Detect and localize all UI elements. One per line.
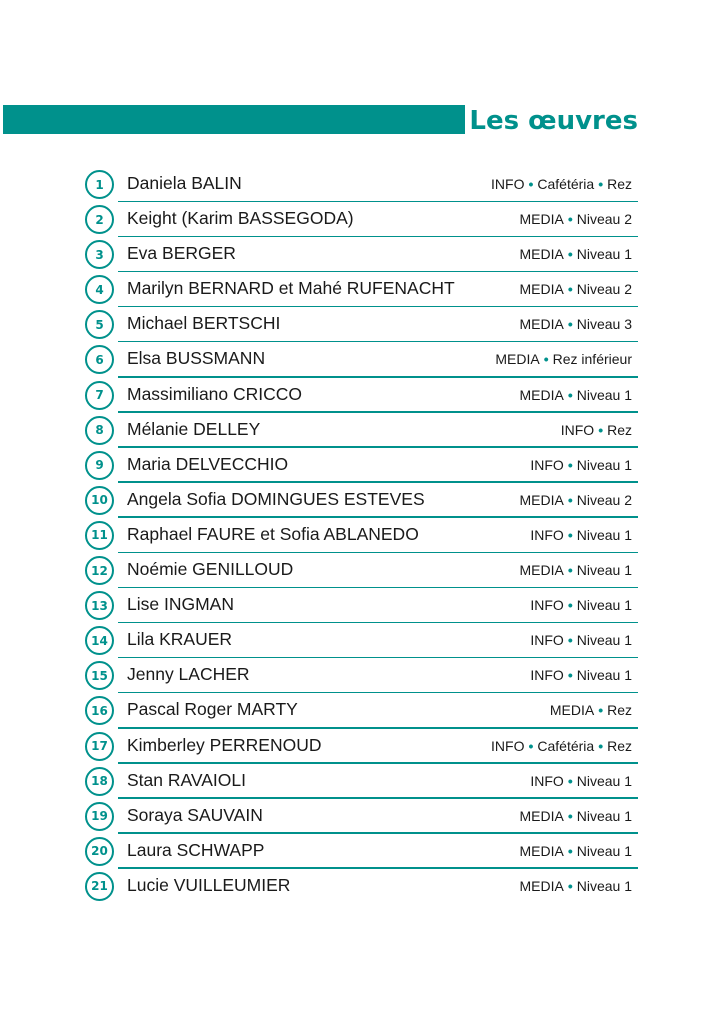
number-badge: 21 [85, 872, 114, 901]
number-badge: 20 [85, 837, 114, 866]
number-badge: 1 [85, 170, 114, 199]
location-part: Rez inférieur [552, 351, 632, 368]
list-item [85, 483, 638, 518]
location-part: MEDIA [519, 491, 564, 508]
location-part: MEDIA [519, 562, 564, 579]
artwork-location [519, 281, 632, 297]
location-part: Niveau 3 [576, 316, 632, 333]
number-badge: 11 [85, 521, 114, 550]
number-badge: 18 [85, 767, 114, 796]
artist-name: Lila KRAUER [127, 629, 233, 650]
artwork-location [530, 773, 632, 789]
list-item [85, 588, 638, 623]
list-item [85, 202, 638, 237]
artist-name: Lucie VUILLEUMIER [127, 874, 291, 895]
artist-name: Maria DELVECCHIO [127, 453, 289, 474]
list-item [85, 307, 638, 342]
list-item [85, 342, 638, 377]
artwork-location [495, 351, 632, 367]
location-part: Niveau 1 [576, 386, 632, 403]
bullet-separator: • [598, 702, 604, 719]
number-badge: 19 [85, 802, 114, 831]
location-part: Cafétéria [537, 737, 595, 754]
number-badge: 6 [85, 345, 114, 374]
list-item [85, 378, 638, 413]
number-badge: 15 [85, 661, 114, 690]
list-item [85, 272, 638, 307]
location-part: Niveau 2 [576, 211, 632, 228]
number-badge: 13 [85, 591, 114, 620]
artist-name: Soraya SAUVAIN [127, 804, 263, 825]
artwork-location [519, 878, 632, 894]
bullet-separator: • [598, 176, 604, 192]
artist-name: Marilyn BERNARD et Mahé RUFENACHT [127, 278, 455, 299]
location-part: INFO [491, 737, 525, 754]
location-part: Niveau 1 [576, 842, 632, 859]
artist-name: Elsa BUSSMANN [127, 348, 266, 369]
artist-name: Lise INGMAN [127, 594, 234, 615]
location-part: Niveau 1 [576, 807, 632, 824]
location-part: MEDIA [519, 386, 564, 403]
artwork-location [519, 211, 632, 227]
location-part: Rez [607, 702, 632, 719]
page-title: Les œuvres [469, 106, 638, 136]
number-badge: 14 [85, 626, 114, 655]
list-item [85, 237, 638, 272]
artwork-location [519, 246, 632, 262]
bullet-separator: • [528, 737, 534, 754]
artist-name: Stan RAVAIOLI [127, 769, 246, 790]
location-part: MEDIA [519, 316, 564, 333]
artwork-location [519, 387, 632, 403]
location-part: MEDIA [519, 877, 564, 894]
bullet-separator: • [598, 737, 604, 754]
artist-name: Daniela BALIN [127, 173, 242, 193]
location-part: Niveau 1 [576, 562, 632, 579]
location-part: Rez [607, 176, 632, 192]
number-badge: 17 [85, 732, 114, 761]
bullet-separator: • [598, 421, 604, 438]
location-part: Niveau 2 [576, 281, 632, 298]
location-part: INFO [530, 772, 564, 789]
bullet-separator: • [567, 526, 573, 543]
location-part: INFO [491, 176, 525, 192]
artist-name: Jenny LACHER [127, 664, 250, 685]
bullet-separator: • [543, 351, 549, 368]
artwork-location [530, 457, 632, 473]
list-item [85, 658, 638, 693]
bullet-separator: • [528, 176, 534, 192]
bullet-separator: • [567, 877, 573, 894]
bullet-separator: • [567, 281, 573, 298]
list-item [85, 693, 638, 728]
location-part: Niveau 1 [576, 772, 632, 789]
list-item [85, 448, 638, 483]
number-badge: 16 [85, 696, 114, 725]
bullet-separator: • [567, 386, 573, 403]
location-part: Niveau 2 [576, 491, 632, 508]
artist-name: Keight (Karim BASSEGODA) [127, 208, 354, 229]
location-part: Niveau 1 [576, 667, 632, 684]
location-part: Cafétéria [537, 176, 595, 192]
artist-name: Laura SCHWAPP [127, 839, 265, 860]
location-part: MEDIA [495, 351, 540, 368]
number-badge: 4 [85, 275, 114, 304]
bullet-separator: • [567, 667, 573, 684]
artwork-location [491, 176, 632, 192]
artwork-location [550, 702, 632, 718]
artwork-location [530, 667, 632, 683]
list-item [85, 553, 638, 588]
artist-name: Raphael FAURE et Sofia ABLANEDO [127, 523, 419, 544]
artwork-location [530, 527, 632, 543]
number-badge: 5 [85, 310, 114, 339]
location-part: MEDIA [549, 702, 595, 719]
artwork-location [530, 632, 632, 648]
artist-name: Mélanie DELLEY [127, 418, 261, 439]
bullet-separator: • [567, 772, 573, 789]
bullet-separator: • [567, 246, 573, 263]
list-item [85, 799, 638, 834]
number-badge: 12 [85, 556, 114, 585]
bullet-separator: • [567, 632, 573, 649]
location-part: Rez [607, 737, 632, 754]
list-item [85, 764, 638, 799]
artwork-location [519, 843, 632, 859]
bullet-separator: • [567, 597, 573, 614]
number-badge: 10 [85, 486, 114, 515]
location-part: MEDIA [519, 281, 564, 298]
location-part: INFO [530, 632, 564, 649]
list-item [85, 518, 638, 553]
bullet-separator: • [567, 491, 573, 508]
location-part: INFO [530, 456, 564, 473]
artist-list [85, 167, 638, 904]
bullet-separator: • [567, 807, 573, 824]
bullet-separator: • [567, 211, 573, 228]
location-part: Niveau 1 [576, 632, 632, 649]
location-part: Niveau 1 [576, 877, 632, 894]
artist-name: Noémie GENILLOUD [127, 559, 294, 580]
list-item [85, 167, 638, 202]
artwork-location [561, 422, 632, 438]
number-badge: 2 [85, 205, 114, 234]
header-bar [3, 105, 465, 134]
location-part: MEDIA [519, 842, 564, 859]
location-part: MEDIA [519, 246, 564, 263]
location-part: INFO [530, 667, 564, 684]
list-item [85, 623, 638, 658]
bullet-separator: • [567, 456, 573, 473]
artwork-location [491, 738, 632, 754]
artist-name: Kimberley PERRENOUD [127, 734, 322, 755]
artwork-location [519, 562, 632, 578]
artist-name: Eva BERGER [127, 243, 236, 264]
list-item [85, 869, 638, 904]
location-part: MEDIA [519, 211, 564, 228]
location-part: INFO [530, 597, 564, 614]
number-badge: 3 [85, 240, 114, 269]
location-part: Niveau 1 [576, 456, 632, 473]
artwork-location [519, 492, 632, 508]
location-part: Rez [607, 421, 632, 438]
location-part: INFO [560, 421, 595, 438]
bullet-separator: • [567, 562, 573, 579]
bullet-separator: • [567, 842, 573, 859]
artist-name: Pascal Roger MARTY [127, 699, 298, 720]
artist-name: Massimiliano CRICCO [127, 383, 303, 404]
number-badge: 7 [85, 381, 114, 410]
location-part: INFO [530, 526, 564, 543]
artist-name: Michael BERTSCHI [127, 313, 281, 334]
list-item [85, 729, 638, 764]
bullet-separator: • [567, 316, 573, 333]
artist-name: Angela Sofia DOMINGUES ESTEVES [127, 488, 425, 509]
location-part: Niveau 1 [576, 246, 632, 263]
list-item [85, 413, 638, 448]
artwork-location [530, 597, 632, 613]
artwork-location [519, 316, 632, 332]
number-badge: 9 [85, 451, 114, 480]
location-part: Niveau 1 [576, 597, 632, 614]
artwork-location [519, 808, 632, 824]
list-item [85, 834, 638, 869]
number-badge: 8 [85, 416, 114, 445]
location-part: MEDIA [519, 807, 564, 824]
location-part: Niveau 1 [576, 526, 632, 543]
